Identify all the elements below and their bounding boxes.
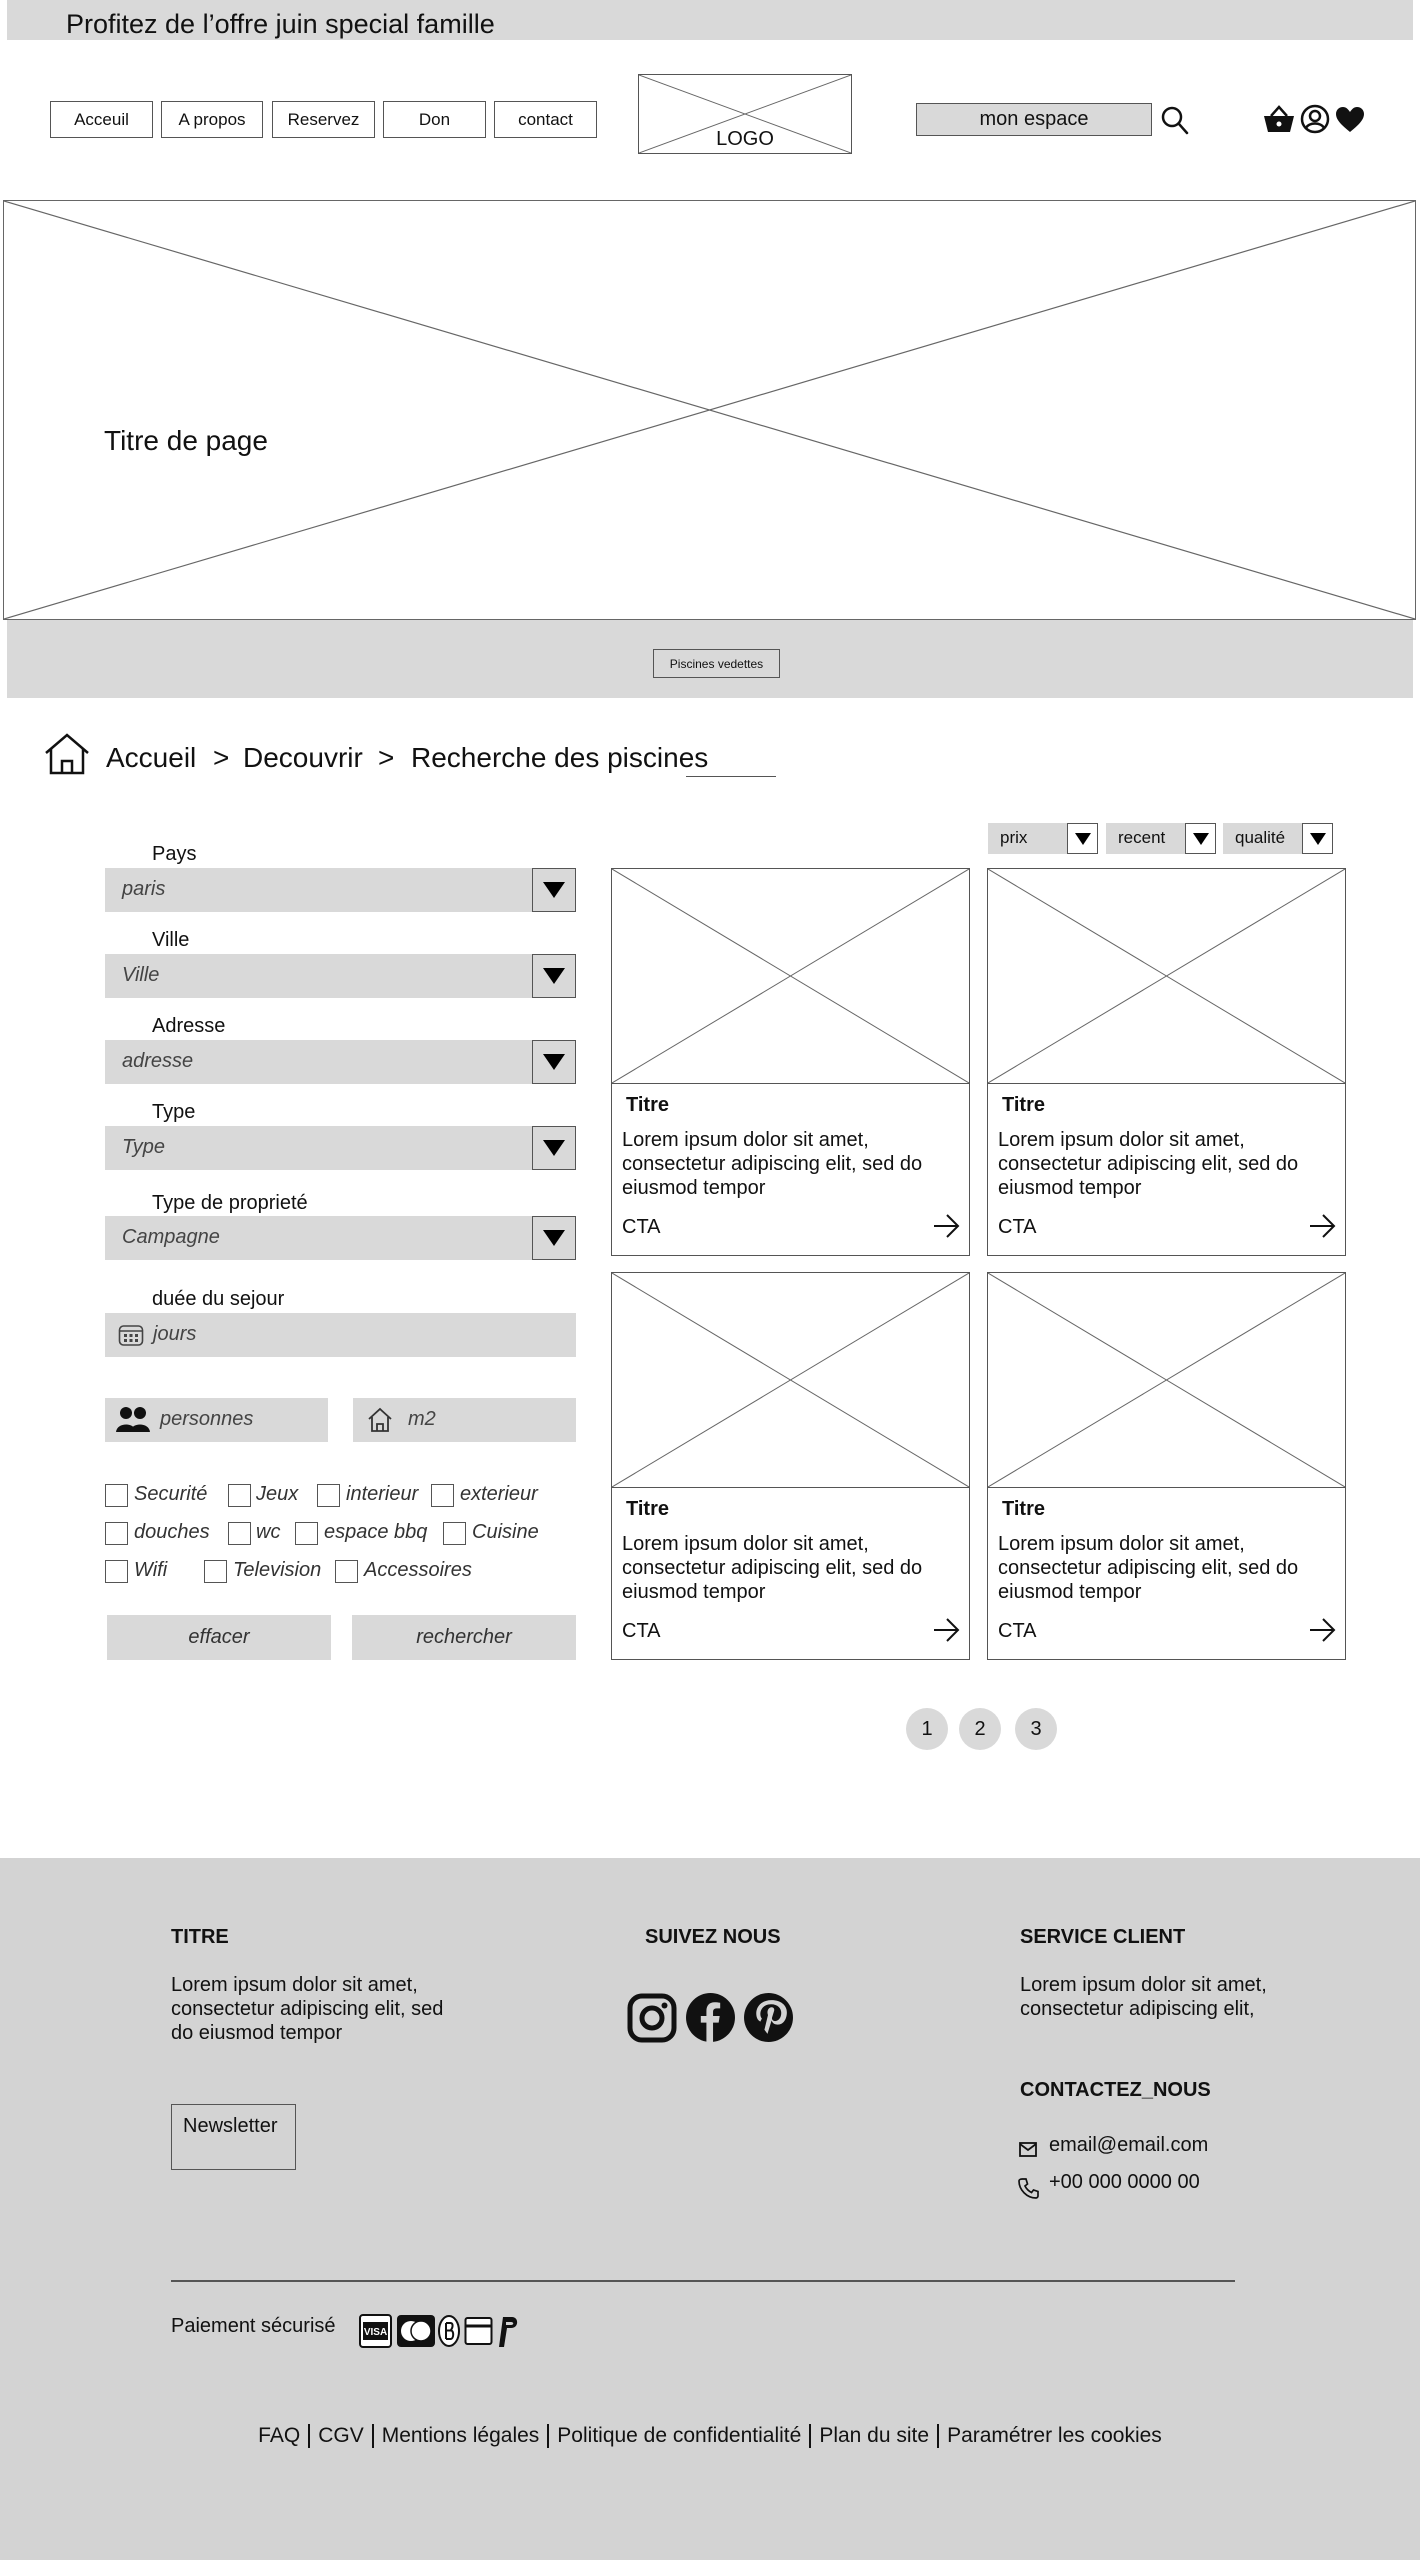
checkbox-jeux[interactable] [228, 1484, 251, 1507]
chevron-down-icon[interactable] [1302, 823, 1333, 854]
footer-divider [171, 2280, 1235, 2282]
breadcrumb-decouvrir[interactable]: Decouvrir [243, 742, 363, 773]
card-text: Lorem ipsum dolor sit amet, consectetur adipiscing elit, sed do eiusmod tempor [622, 1533, 923, 1603]
heart-icon[interactable] [1335, 106, 1365, 133]
instagram-icon[interactable] [627, 1993, 677, 2043]
link-confidentialite[interactable]: Politique de confidentialité [557, 2424, 802, 2447]
arrow-right-icon[interactable] [931, 1615, 961, 1645]
chevron-down-icon[interactable] [532, 1126, 576, 1170]
link-plan-du-site[interactable]: Plan du site [819, 2424, 930, 2447]
newsletter-button[interactable] [171, 2104, 296, 2170]
people-icon [116, 1405, 150, 1435]
checkbox-douches[interactable] [105, 1522, 128, 1545]
arrow-right-icon[interactable] [1307, 1615, 1337, 1645]
breadcrumb-accueil[interactable]: Accueil [106, 742, 197, 773]
checkbox-label-securite: Securité [134, 1483, 208, 1505]
checkbox-cuisine[interactable] [443, 1522, 466, 1545]
newsletter-label: Newsletter [183, 2115, 278, 2137]
checkbox-label-espace-bbq: espace bbq [324, 1521, 428, 1543]
filter-label-type: Type [152, 1101, 196, 1123]
card-image [612, 869, 969, 1084]
personnes-placeholder: personnes [160, 1408, 254, 1430]
breadcrumb-separator: > [213, 742, 230, 773]
payment-label: Paiement sécurisé [171, 2315, 336, 2337]
breadcrumb-separator: > [378, 742, 395, 773]
clear-button[interactable]: effacer [107, 1615, 331, 1660]
card-cta[interactable]: CTA [998, 1620, 1037, 1642]
breadcrumb-current: Recherche des piscines [411, 742, 709, 773]
checkbox-label-douches: douches [134, 1521, 210, 1543]
home-icon[interactable] [44, 733, 90, 775]
result-card[interactable] [611, 1272, 970, 1660]
filter-propriete-select[interactable] [105, 1216, 576, 1260]
card-cta[interactable]: CTA [998, 1216, 1037, 1238]
paypal-icon [497, 2315, 521, 2349]
card-placeholder-cross [988, 1273, 1345, 1487]
filter-adresse-value: adresse [122, 1050, 194, 1072]
card-title: Titre [626, 1094, 669, 1116]
mon-espace-field[interactable]: mon espace [916, 103, 1152, 136]
footer-text: Lorem ipsum dolor sit amet, consectetur adipiscing elit, sed do eiusmod tempor [171, 1974, 444, 2044]
basket-icon[interactable] [1263, 105, 1295, 133]
search-icon[interactable] [1161, 105, 1189, 135]
filter-pays-select[interactable] [105, 868, 576, 912]
personnes-input[interactable] [105, 1398, 328, 1442]
filter-pays-value: paris [122, 878, 166, 900]
checkbox-wifi[interactable] [105, 1560, 128, 1583]
checkbox-interieur[interactable] [317, 1484, 340, 1507]
filter-label-pays: Pays [152, 843, 197, 865]
link-cgv[interactable]: CGV [318, 2424, 364, 2447]
chevron-down-icon[interactable] [1185, 823, 1216, 854]
sort-prix[interactable] [988, 823, 1098, 854]
link-cookies[interactable]: Paramétrer les cookies [947, 2424, 1162, 2447]
checkbox-exterieur[interactable] [431, 1484, 454, 1507]
card-title: Titre [626, 1498, 669, 1520]
filter-label-propriete: Type de proprieté [152, 1192, 308, 1214]
card-cta[interactable]: CTA [622, 1620, 661, 1642]
filter-type-select[interactable] [105, 1126, 576, 1170]
checkbox-label-accessoires: Accessoires [364, 1559, 472, 1581]
card-title: Titre [1002, 1498, 1045, 1520]
card-text: Lorem ipsum dolor sit amet, consectetur adipiscing elit, sed do eiusmod tempor [622, 1129, 923, 1199]
search-button[interactable]: rechercher [352, 1615, 576, 1660]
mastercard-icon [396, 2314, 436, 2348]
checkbox-label-cuisine: Cuisine [472, 1521, 539, 1543]
filter-ville-value: Ville [122, 964, 160, 986]
checkbox-securite[interactable] [105, 1484, 128, 1507]
visa-icon [359, 2314, 392, 2348]
hero-image [3, 200, 1416, 620]
legal-links [0, 2424, 1420, 2448]
sort-qualite[interactable] [1223, 823, 1333, 854]
promo-text: Profitez de l’offre juin special famille [66, 9, 495, 39]
arrow-right-icon[interactable] [1307, 1211, 1337, 1241]
card-image [988, 869, 1345, 1084]
contact-email[interactable]: email@email.com [1049, 2134, 1209, 2156]
filter-adresse-select[interactable] [105, 1040, 576, 1084]
pinterest-icon[interactable] [743, 1992, 794, 2043]
result-card[interactable] [987, 868, 1346, 1256]
footer [0, 1858, 1420, 2560]
follow-title: SUIVEZ NOUS [645, 1926, 781, 1948]
user-icon[interactable] [1300, 104, 1330, 134]
result-card[interactable] [987, 1272, 1346, 1660]
link-faq[interactable]: FAQ [258, 2424, 301, 2447]
checkbox-accessoires[interactable] [335, 1560, 358, 1583]
link-separator [809, 2424, 811, 2448]
svg-text:VISA: VISA [363, 2327, 388, 2338]
checkbox-label-wc: wc [256, 1521, 281, 1543]
phone-icon [1018, 2177, 1040, 2199]
card-icon [464, 2316, 493, 2346]
checkbox-espace-bbq[interactable] [295, 1522, 318, 1545]
logo[interactable] [638, 74, 852, 154]
filter-propriete-value: Campagne [122, 1226, 220, 1248]
facebook-icon[interactable] [685, 1992, 736, 2043]
card-cta[interactable]: CTA [622, 1216, 661, 1238]
nav-don[interactable]: Don [383, 101, 486, 138]
sort-qualite-label: qualité [1235, 828, 1286, 847]
nav-a-propos[interactable]: A propos [161, 101, 263, 138]
house-icon [367, 1407, 393, 1433]
checkbox-label-exterieur: exterieur [460, 1483, 538, 1505]
chevron-down-icon[interactable] [532, 868, 576, 912]
filter-label-ville: Ville [152, 929, 190, 951]
card-placeholder-cross [612, 1273, 969, 1487]
service-title: SERVICE CLIENT [1020, 1926, 1186, 1948]
chevron-down-icon[interactable] [532, 1216, 576, 1260]
result-card[interactable] [611, 868, 970, 1256]
card-placeholder-cross [612, 869, 969, 1083]
calendar-icon [118, 1323, 144, 1347]
page-1[interactable]: 1 [906, 1708, 948, 1750]
card-text: Lorem ipsum dolor sit amet, consectetur adipiscing elit, sed do eiusmod tempor [998, 1129, 1299, 1199]
surface-input[interactable] [353, 1398, 576, 1442]
contact-title: CONTACTEZ_NOUS [1020, 2079, 1211, 2101]
sort-prix-label: prix [1000, 828, 1028, 847]
link-separator [937, 2424, 939, 2448]
filter-label-duree: duée du sejour [152, 1288, 285, 1310]
checkbox-wc[interactable] [228, 1522, 251, 1545]
nav-contact[interactable]: contact [494, 101, 597, 138]
footer-title: TITRE [171, 1926, 229, 1948]
checkbox-label-television: Television [233, 1559, 322, 1581]
arrow-right-icon[interactable] [931, 1211, 961, 1241]
checkbox-label-jeux: Jeux [256, 1483, 299, 1505]
filter-type-value: Type [122, 1136, 165, 1158]
card-text: Lorem ipsum dolor sit amet, consectetur adipiscing elit, sed do eiusmod tempor [998, 1533, 1299, 1603]
chevron-down-icon[interactable] [532, 954, 576, 998]
bitcoin-icon [437, 2314, 461, 2348]
breadcrumb-underline [686, 776, 776, 777]
featured-pools-button[interactable]: Piscines vedettes [653, 649, 780, 678]
chevron-down-icon[interactable] [532, 1040, 576, 1084]
nav-acceuil[interactable]: Acceuil [50, 101, 153, 138]
page-title: Titre de page [104, 425, 268, 456]
checkbox-television[interactable] [204, 1560, 227, 1583]
card-title: Titre [1002, 1094, 1045, 1116]
nav-reservez[interactable]: Reservez [272, 101, 375, 138]
link-separator [372, 2424, 374, 2448]
card-placeholder-cross [988, 869, 1345, 1083]
duree-input[interactable] [105, 1313, 576, 1357]
page-3[interactable]: 3 [1015, 1708, 1057, 1750]
contact-phone[interactable]: +00 000 0000 00 [1049, 2171, 1200, 2193]
link-separator [547, 2424, 549, 2448]
filter-label-adresse: Adresse [152, 1015, 226, 1037]
card-image [988, 1273, 1345, 1488]
mail-icon [1018, 2139, 1038, 2159]
logo-label: LOGO [716, 128, 774, 150]
chevron-down-icon[interactable] [1067, 823, 1098, 854]
hero-placeholder-cross [4, 201, 1415, 619]
surface-placeholder: m2 [408, 1408, 436, 1430]
checkbox-label-interieur: interieur [346, 1483, 419, 1505]
link-separator [308, 2424, 310, 2448]
card-image [612, 1273, 969, 1488]
filter-ville-select[interactable] [105, 954, 576, 998]
duree-placeholder: jours [153, 1323, 197, 1345]
service-text: Lorem ipsum dolor sit amet, consectetur adipiscing elit, [1020, 1974, 1267, 2020]
checkbox-label-wifi: Wifi [134, 1559, 168, 1581]
sort-recent[interactable] [1106, 823, 1216, 854]
sort-recent-label: recent [1118, 828, 1166, 847]
link-mentions[interactable]: Mentions légales [381, 2424, 540, 2447]
promo-banner [7, 0, 1413, 40]
page-2[interactable]: 2 [959, 1708, 1001, 1750]
